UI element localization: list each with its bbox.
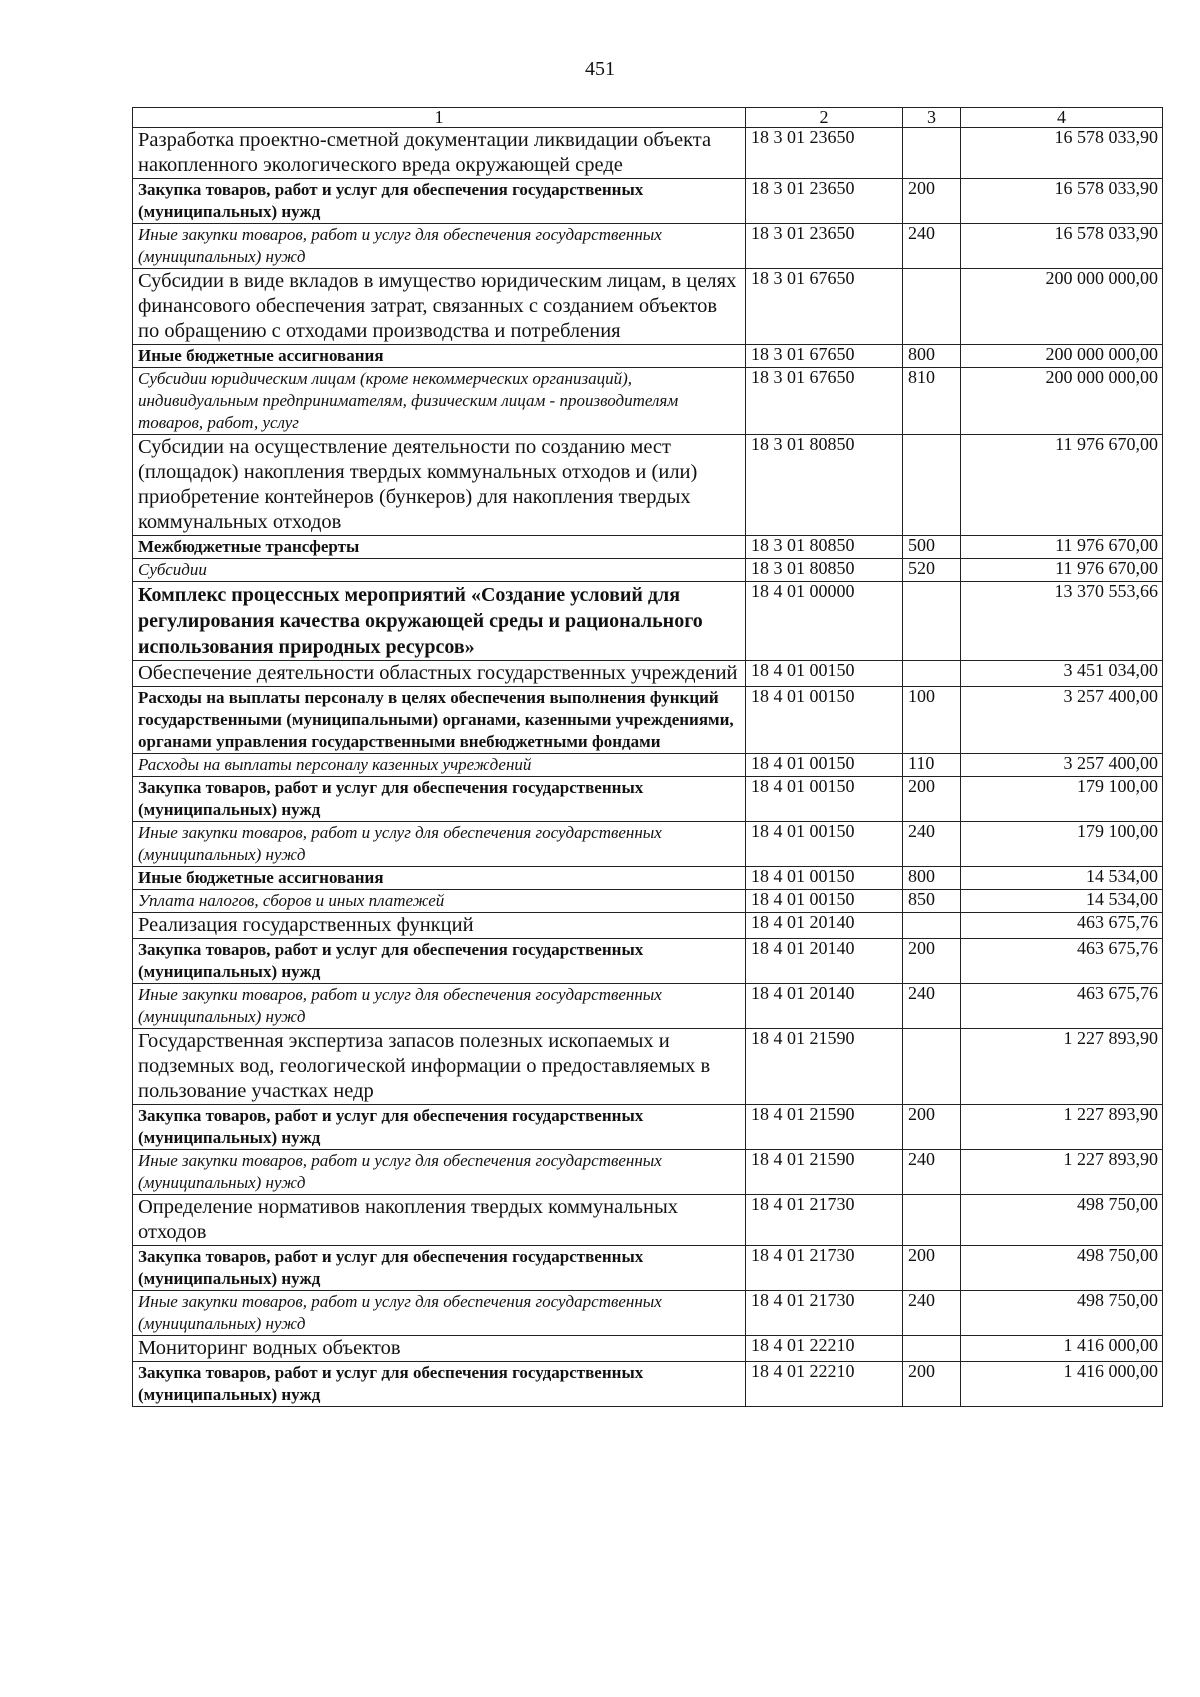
budget-table-body	[133, 108, 1163, 1407]
row-code: 18 4 01 22210	[746, 1336, 903, 1362]
row-amount: 463 675,76	[961, 939, 1163, 984]
row-code: 18 4 01 21590	[746, 1105, 903, 1150]
row-amount: 498 750,00	[961, 1195, 1163, 1246]
row-amount: 3 257 400,00	[961, 754, 1163, 777]
row-name: Расходы на выплаты персоналу в целях обеспечения выполнения функций государственными (муниципальными) органами, казенными учреждениями, органами управления государственными внебюджетными фондами	[133, 687, 746, 754]
row-amount: 11 976 670,00	[961, 536, 1163, 559]
table-row	[133, 559, 1163, 582]
row-code: 18 4 01 00150	[746, 754, 903, 777]
row-name: Расходы на выплаты персоналу казенных учреждений	[133, 754, 746, 777]
table-row	[133, 777, 1163, 822]
table-row	[133, 1195, 1163, 1246]
row-amount: 3 451 034,00	[961, 661, 1163, 687]
row-name: Иные закупки товаров, работ и услуг для обеспечения государственных (муниципальных) нужд	[133, 1291, 746, 1336]
header-col-2: 2	[746, 108, 903, 128]
row-amount: 200 000 000,00	[961, 269, 1163, 345]
header-col-1: 1	[133, 108, 746, 128]
row-name: Иные закупки товаров, работ и услуг для обеспечения государственных (муниципальных) нужд	[133, 224, 746, 269]
row-code: 18 3 01 23650	[746, 179, 903, 224]
row-code: 18 4 01 00150	[746, 777, 903, 822]
row-code: 18 3 01 23650	[746, 224, 903, 269]
row-name: Межбюджетные трансферты	[133, 536, 746, 559]
row-name: Закупка товаров, работ и услуг для обеспечения государственных (муниципальных) нужд	[133, 777, 746, 822]
row-expense-type	[903, 269, 961, 345]
row-amount: 1 416 000,00	[961, 1362, 1163, 1407]
row-expense-type: 200	[903, 777, 961, 822]
row-code: 18 4 01 20140	[746, 913, 903, 939]
row-code: 18 4 01 21590	[746, 1029, 903, 1105]
row-name: Иные закупки товаров, работ и услуг для обеспечения государственных (муниципальных) нужд	[133, 822, 746, 867]
row-code: 18 4 01 22210	[746, 1362, 903, 1407]
table-row	[133, 368, 1163, 435]
table-row	[133, 1362, 1163, 1407]
row-name: Субсидии в виде вкладов в имущество юридическим лицам, в целях финансового обеспечения затрат, связанных с созданием объектов по обращению с отходами производства и потребления	[133, 269, 746, 345]
row-amount: 14 534,00	[961, 890, 1163, 913]
table-row	[133, 224, 1163, 269]
row-name: Иные бюджетные ассигнования	[133, 867, 746, 890]
row-code: 18 3 01 80850	[746, 435, 903, 536]
row-amount: 11 976 670,00	[961, 435, 1163, 536]
row-amount: 200 000 000,00	[961, 368, 1163, 435]
row-code: 18 4 01 00150	[746, 890, 903, 913]
row-code: 18 3 01 23650	[746, 128, 903, 179]
row-code: 18 4 01 00150	[746, 687, 903, 754]
row-expense-type: 500	[903, 536, 961, 559]
row-name: Закупка товаров, работ и услуг для обеспечения государственных (муниципальных) нужд	[133, 1362, 746, 1407]
row-amount: 16 578 033,90	[961, 128, 1163, 179]
row-code: 18 4 01 21590	[746, 1150, 903, 1195]
row-code: 18 4 01 21730	[746, 1195, 903, 1246]
row-amount: 1 227 893,90	[961, 1105, 1163, 1150]
table-row	[133, 984, 1163, 1029]
row-code: 18 4 01 00150	[746, 661, 903, 687]
row-amount: 498 750,00	[961, 1246, 1163, 1291]
table-row	[133, 754, 1163, 777]
row-code: 18 4 01 21730	[746, 1246, 903, 1291]
row-expense-type	[903, 1029, 961, 1105]
table-row	[133, 582, 1163, 661]
row-amount: 179 100,00	[961, 822, 1163, 867]
row-name: Обеспечение деятельности областных государственных учреждений	[133, 661, 746, 687]
table-row	[133, 1150, 1163, 1195]
row-name: Субсидии на осуществление деятельности по созданию мест (площадок) накопления твердых коммунальных отходов и (или) приобретение контейнеров (бункеров) для накопления твердых коммунальных отходов	[133, 435, 746, 536]
row-amount: 16 578 033,90	[961, 179, 1163, 224]
header-col-4: 4	[961, 108, 1163, 128]
row-code: 18 3 01 67650	[746, 269, 903, 345]
row-expense-type: 110	[903, 754, 961, 777]
table-row	[133, 435, 1163, 536]
table-row	[133, 939, 1163, 984]
row-amount: 13 370 553,66	[961, 582, 1163, 661]
table-row	[133, 345, 1163, 368]
row-code: 18 4 01 00000	[746, 582, 903, 661]
row-name: Субсидии юридическим лицам (кроме некоммерческих организаций), индивидуальным предпринимателям, физическим лицам - производителям товаров, работ, услуг	[133, 368, 746, 435]
table-row	[133, 1336, 1163, 1362]
row-amount: 498 750,00	[961, 1291, 1163, 1336]
table-row	[133, 822, 1163, 867]
row-expense-type: 100	[903, 687, 961, 754]
row-code: 18 3 01 67650	[746, 345, 903, 368]
row-amount: 463 675,76	[961, 913, 1163, 939]
row-expense-type: 240	[903, 984, 961, 1029]
row-amount: 11 976 670,00	[961, 559, 1163, 582]
row-code: 18 4 01 21730	[746, 1291, 903, 1336]
row-expense-type	[903, 128, 961, 179]
row-name: Закупка товаров, работ и услуг для обеспечения государственных (муниципальных) нужд	[133, 1105, 746, 1150]
row-name: Иные закупки товаров, работ и услуг для обеспечения государственных (муниципальных) нужд	[133, 984, 746, 1029]
table-row	[133, 867, 1163, 890]
row-name: Государственная экспертиза запасов полезных ископаемых и подземных вод, геологической информации о предоставляемых в пользование участках недр	[133, 1029, 746, 1105]
table-row	[133, 1291, 1163, 1336]
row-expense-type: 200	[903, 1246, 961, 1291]
table-row	[133, 661, 1163, 687]
row-name: Закупка товаров, работ и услуг для обеспечения государственных (муниципальных) нужд	[133, 179, 746, 224]
table-row	[133, 128, 1163, 179]
row-amount: 200 000 000,00	[961, 345, 1163, 368]
row-name: Разработка проектно-сметной документации ликвидации объекта накопленного экологического вреда окружающей среде	[133, 128, 746, 179]
row-name: Закупка товаров, работ и услуг для обеспечения государственных (муниципальных) нужд	[133, 939, 746, 984]
row-expense-type: 200	[903, 1105, 961, 1150]
row-name: Закупка товаров, работ и услуг для обеспечения государственных (муниципальных) нужд	[133, 1246, 746, 1291]
header-col-3: 3	[903, 108, 961, 128]
table-row	[133, 269, 1163, 345]
row-amount: 1 227 893,90	[961, 1029, 1163, 1105]
row-name: Иные бюджетные ассигнования	[133, 345, 746, 368]
row-code: 18 4 01 00150	[746, 822, 903, 867]
table-header-row	[133, 108, 1163, 128]
row-amount: 1 416 000,00	[961, 1336, 1163, 1362]
row-expense-type: 200	[903, 179, 961, 224]
row-name: Реализация государственных функций	[133, 913, 746, 939]
row-expense-type	[903, 435, 961, 536]
row-name: Субсидии	[133, 559, 746, 582]
row-expense-type	[903, 913, 961, 939]
row-amount: 16 578 033,90	[961, 224, 1163, 269]
table-row	[133, 1105, 1163, 1150]
row-name: Комплекс процессных мероприятий «Создание условий для регулирования качества окружающей среды и рационального использования природных ресурсов»	[133, 582, 746, 661]
row-code: 18 3 01 67650	[746, 368, 903, 435]
table-row	[133, 1246, 1163, 1291]
row-expense-type	[903, 582, 961, 661]
table-row	[133, 913, 1163, 939]
table-row	[133, 890, 1163, 913]
row-amount: 3 257 400,00	[961, 687, 1163, 754]
row-expense-type: 240	[903, 1150, 961, 1195]
row-expense-type: 240	[903, 1291, 961, 1336]
row-name: Мониторинг водных объектов	[133, 1336, 746, 1362]
row-expense-type: 200	[903, 939, 961, 984]
table-row	[133, 1029, 1163, 1105]
row-expense-type: 200	[903, 1362, 961, 1407]
row-code: 18 4 01 00150	[746, 867, 903, 890]
row-expense-type: 240	[903, 224, 961, 269]
row-expense-type	[903, 1195, 961, 1246]
row-amount: 1 227 893,90	[961, 1150, 1163, 1195]
row-code: 18 3 01 80850	[746, 559, 903, 582]
row-code: 18 4 01 20140	[746, 939, 903, 984]
table-row	[133, 179, 1163, 224]
row-expense-type: 240	[903, 822, 961, 867]
budget-table	[132, 107, 1163, 1407]
row-expense-type: 850	[903, 890, 961, 913]
page-number: 451	[585, 58, 615, 80]
row-expense-type: 810	[903, 368, 961, 435]
row-amount: 179 100,00	[961, 777, 1163, 822]
row-amount: 14 534,00	[961, 867, 1163, 890]
row-amount: 463 675,76	[961, 984, 1163, 1029]
row-expense-type	[903, 1336, 961, 1362]
row-code: 18 3 01 80850	[746, 536, 903, 559]
row-name: Иные закупки товаров, работ и услуг для обеспечения государственных (муниципальных) нужд	[133, 1150, 746, 1195]
row-expense-type: 800	[903, 867, 961, 890]
table-row	[133, 687, 1163, 754]
row-expense-type: 800	[903, 345, 961, 368]
row-name: Определение нормативов накопления твердых коммунальных отходов	[133, 1195, 746, 1246]
table-row	[133, 536, 1163, 559]
row-expense-type	[903, 661, 961, 687]
row-expense-type: 520	[903, 559, 961, 582]
row-code: 18 4 01 20140	[746, 984, 903, 1029]
row-name: Уплата налогов, сборов и иных платежей	[133, 890, 746, 913]
